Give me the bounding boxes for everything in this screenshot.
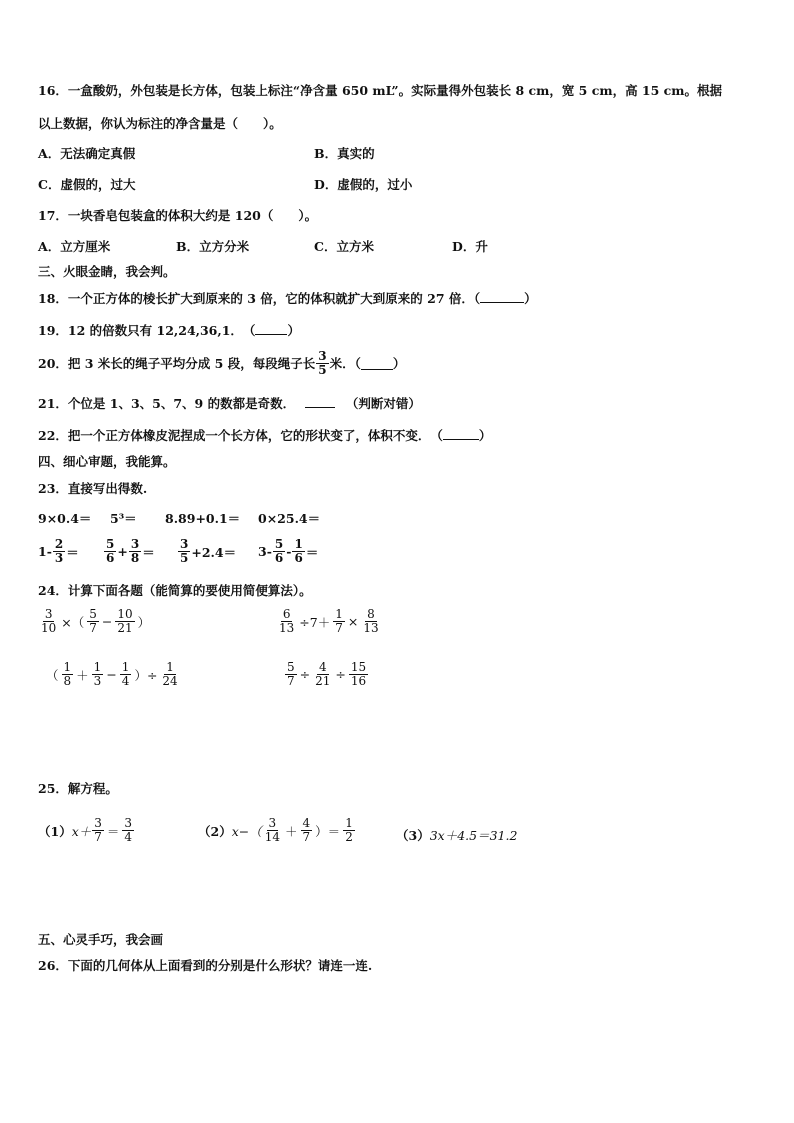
q23-item: 3- $\frac{5}{6}$ - $\frac{1}{6}$ ＝ [258,537,319,565]
q23-item: $\frac{3}{5}$ +2.4＝ [180,537,237,565]
q17-option-a: A．立方厘米 [38,239,111,254]
q19-paren: ） [287,323,300,338]
q25-equation-1: （1） x＋ $\frac{3}{7}$ ＝ $\frac{3}{4}$ [38,816,133,844]
fraction: $\frac{5}{6}$ [274,537,284,565]
section-3-heading: 三、火眼金睛，我会判。 [38,264,176,279]
q17-option-b: B．立方分米 [176,239,250,254]
q17-text: 17．一块香皂包装盒的体积大约是 120（ ）。 [38,208,318,223]
q24-expression-2: $\frac{6}{13}$ ÷7＋ $\frac{1}{7}$ × $\frac{8}{13}$ [279,607,379,635]
q21-suffix: （判断对错） [345,396,421,411]
q22-text: 22．把一个正方体橡皮泥捏成一个长方体，它的形状变了，体积不变． （ [38,428,443,443]
q24-expression-1: $\frac{3}{10}$ ×（ $\frac{5}{7}$ − $\frac{10}{21}$ ） [41,607,151,635]
fraction: $\frac{3}{8}$ [130,537,140,565]
q24-expression-3: （ $\frac{1}{8}$ ＋ $\frac{1}{3}$ − $\frac{1}{4}$ ）÷ $\frac{1}{24}$ [46,660,178,688]
q19 [38,322,300,339]
q16-line1: 16．一盒酸奶，外包装是长方体，包装上标注“净含量 650 mL”。实际量得外包装长 8 cm，宽 5 cm，高 15 cm。根据 [38,83,723,98]
q18-text: 18．一个正方体的棱长扩大到原来的 3 倍，它的体积就扩大到原来的 27 倍．（ [38,291,481,306]
q23-item: 0×25.4＝ [258,511,321,526]
q21-text: 21．个位是 1、3、5、7、9 的数都是奇数． [38,396,296,411]
q22-paren: ） [478,428,492,443]
q22 [38,427,491,444]
q16-option-d: D．虚假的，过小 [314,177,413,192]
q20-text-post: 米．（ [329,355,361,371]
fraction: $\frac{5}{6}$ [106,537,115,565]
section-4-heading: 四、细心审题，我能算。 [38,454,176,469]
q16-option-c: C．虚假的，过大 [38,177,136,192]
answer-blank[interactable] [255,322,287,335]
q18-paren: ） [524,291,537,306]
q23-item: 1- $\frac{2}{3}$ ＝ [38,537,79,565]
q25-equation-2: （2） x−（ $\frac{3}{14}$ ＋ $\frac{4}{7}$ ）＝ $\frac{1}{2}$ [198,816,353,844]
q17-option-d: D．升 [452,239,488,254]
q24-expression-4: $\frac{5}{7}$ ÷ $\frac{4}{21}$ ÷ $\frac{15}{16}$ [287,660,367,688]
answer-blank[interactable] [480,290,524,303]
q19-text: 19．12 的倍数只有 12,24,36,1． （ [38,323,256,338]
answer-blank[interactable] [361,357,393,370]
q26-text: 26．下面的几何体从上面看到的分别是什么形状？请连一连. [38,958,373,973]
q25-title: 25．解方程。 [38,781,118,796]
fraction: $\frac{3}{5}$ [180,537,189,565]
fraction: $\frac{1}{6}$ [294,537,303,565]
q25-equation-3: （3） 3x＋4.5＝31.2 [396,828,518,843]
answer-blank[interactable] [443,427,479,440]
q16-line2: 以上数据，你认为标注的净含量是（ ）。 [38,116,282,131]
section-5-heading: 五、心灵手巧，我会画 [38,932,164,947]
q20-text: 20．把 3 米长的绳子平均分成 5 段，每段绳子长 [38,355,316,371]
fraction: $\frac{2}{3}$ [54,537,64,565]
q20 [38,350,405,377]
q23-item: 9×0.4＝ [38,511,92,526]
q17-option-c: C．立方米 [314,239,374,254]
q21 [38,395,421,412]
q23-item: $\frac{5}{6}$ + $\frac{3}{8}$ ＝ [106,537,155,565]
q23-item: 5³＝ [110,511,137,526]
q18 [38,290,537,307]
q24-title: 24．计算下面各题（能简算的要使用简便算法）。 [38,583,312,598]
fraction: $\frac{3}{5}$ [318,349,327,377]
q16-option-b: B．真实的 [314,146,375,161]
q23-title: 23．直接写出得数. [38,481,148,496]
q23-item: 8.89+0.1＝ [165,511,241,526]
q16-option-a: A．无法确定真假 [38,146,136,161]
q20-paren: ） [392,355,406,371]
answer-blank[interactable] [305,395,335,408]
